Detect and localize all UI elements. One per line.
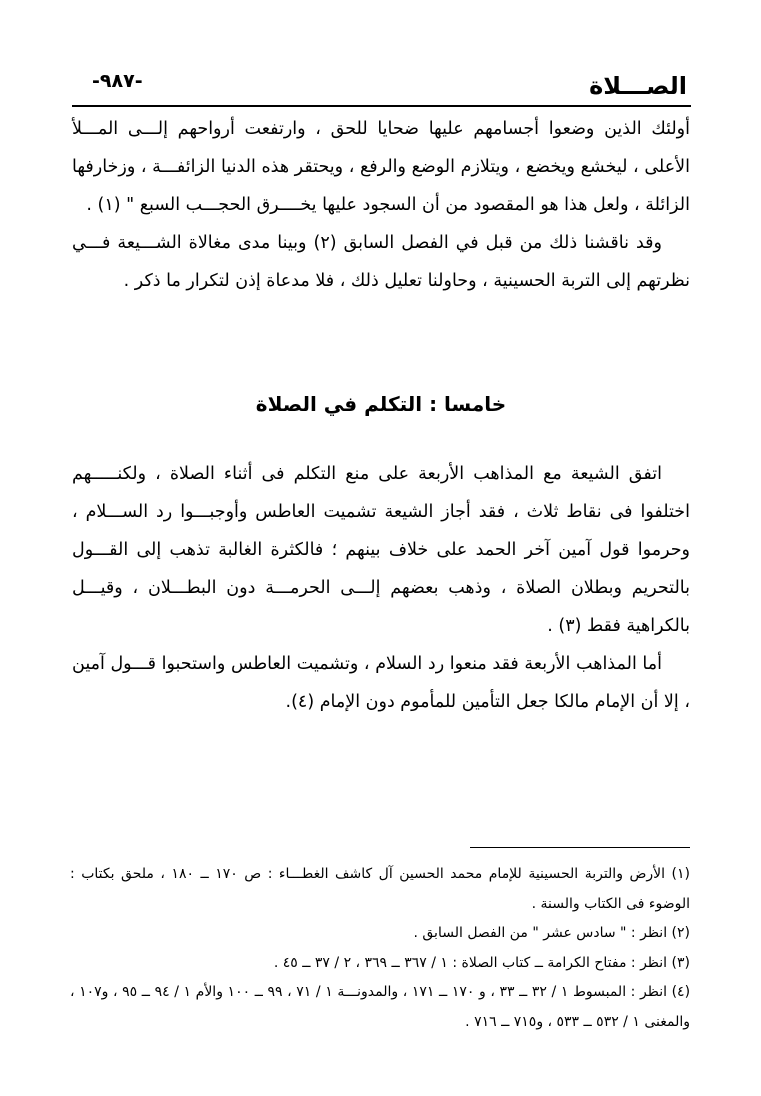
footnotes <box>70 860 690 1037</box>
footnote: (٣) انظر : مفتاح الكرامة ــ كتاب الصلاة : ١ / ٣٦٧ ــ ٣٦٩ ، ٢ / ٣٧ ــ ٤٥ . <box>273 954 690 971</box>
running-header-title: الصـــلاة <box>589 72 687 100</box>
paragraph: وقد ناقشنا ذلك من قبل في الفصل السابق (٢) وبينا مدى مغالاة الشـــيعة فـــي نظرتهم إلى التربة الحسينية ، وحاولنا تعليل ذلك ، فلا مدعاة إذن لتكرار ما ذكر . <box>72 233 690 291</box>
body-text-top <box>72 110 690 300</box>
header-divider <box>72 105 691 107</box>
paragraph: أما المذاهب الأربعة فقد منعوا رد السلام ، وتشميت العاطس واستحبوا قـــول آمين ، إلا أن الإمام مالكا جعل التأمين للمأموم دون الإمام (٤). <box>72 654 690 712</box>
paragraph: أولئك الذين وضعوا أجسامهم عليها ضحايا للحق ، وارتفعت أرواحهم إلـــى المـــلأ الأعلى ، ليخشع ويخضع ، ويتلازم الوضع والرفع ، ويحتقر هذه الدنيا الزائفـــة ، وزخارفها الزائلة ، ولعل هذا هو المقصود من أن السجود عليها يخــــرق الحجـــب السبع " (١) . <box>72 119 690 215</box>
paragraph: اتفق الشيعة مع المذاهب الأربعة على منع التكلم فى أثناء الصلاة ، ولكنـــــهم اختلفوا فى نقاط ثلاث ، فقد أجاز الشيعة تشميت العاطس وأوجبـــوا رد الســـلام ، وحرموا قول آمين آخر الحمد على خلاف بينهم ؛ فالكثرة الغالبة تذهب إلى القـــول بالتحريم وبطلان الصلاة ، وذهب بعضهم إلـــى الحرمـــة دون البطـــلان ، وقيـــل بالكراهية فقط (٣) . <box>72 464 690 636</box>
footnote: (١) الأرض والتربة الحسينية للإمام محمد الحسين آل كاشف الغطـــاء : ص ١٧٠ ــ ١٨٠ ، ملحق بكتاب : الوضوء فى الكتاب والسنة . <box>70 866 690 912</box>
section-heading: خامسا : التكلم في الصلاة <box>255 392 507 416</box>
footnote: (٤) انظر : المبسوط ١ / ٣٢ ــ ٣٣ ، و ١٧٠ ــ ١٧١ ، والمدونـــة ١ / ٧١ ، ٩٩ ــ ١٠٠ والأم ١ / ٩٤ ــ ٩٥ ، و١٠٧ ، والمغنى ١ / ٥٣٢ ــ ٥٣٣ ، و٧١٥ ــ ٧١٦ . <box>70 984 691 1030</box>
footnote-divider <box>470 847 690 848</box>
footnote: (٢) انظر : " سادس عشر " من الفصل السابق . <box>413 925 690 941</box>
body-text-bottom <box>72 455 690 721</box>
page-number: -٩٨٧- <box>92 70 143 92</box>
